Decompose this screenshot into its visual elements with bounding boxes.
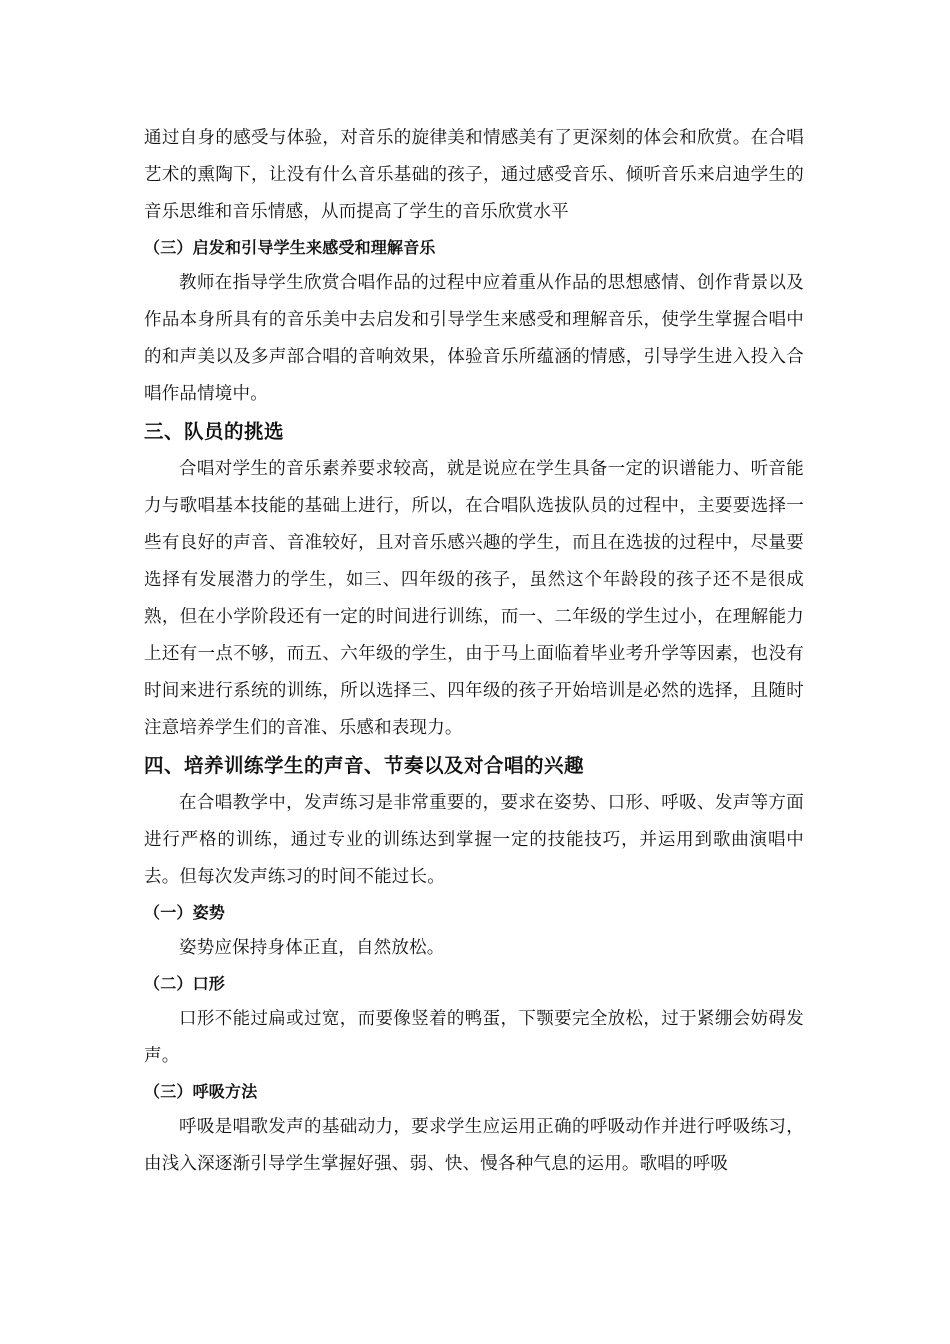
- paragraph-mouth-shape: 口形不能过扁或过宽，而要像竖着的鸭蛋，下颚要完全放松，过于紧绷会妨碍发声。: [144, 1009, 804, 1066]
- paragraph-posture: 姿势应保持身体正直，自然放松。: [179, 938, 445, 958]
- subheading-mouth-shape: （二）口形: [144, 974, 226, 993]
- paragraph-inspire-guide: 教师在指导学生欣赏合唱作品的过程中应着重从作品的思想感情、创作背景以及作品本身所具有的音乐美中去启发和引导学生来感受和理解音乐，使学生掌握合唱中的和声美以及多声部合唱的音响效果，体验音乐所蕴涵的情感，引导学生进入投入合唱作品情境中。: [144, 273, 804, 404]
- subheading-breathing: （三）呼吸方法: [144, 1082, 258, 1101]
- subheading-inspire-guide: （三）启发和引导学生来感受和理解音乐: [144, 238, 436, 257]
- document-body: [144, 120, 804, 1183]
- section-heading-member-selection: 三、队员的挑选: [144, 420, 285, 443]
- section-heading-training: 四、培养训练学生的声音、节奏以及对合唱的兴趣: [144, 754, 585, 777]
- paragraph-intro: 通过自身的感受与体验，对音乐的旋律美和情感美有了更深刻的体会和欣赏。在合唱艺术的熏陶下，让没有什么音乐基础的孩子，通过感受音乐、倾听音乐来启迪学生的音乐思维和音乐情感，从而提高了学生的音乐欣赏水平: [144, 128, 804, 222]
- paragraph-member-selection: 合唱对学生的音乐素养要求较高，就是说应在学生具备一定的识谱能力、听音能力与歌唱基本技能的基础上进行，所以，在合唱队选拔队员的过程中，主要要选择一些有良好的声音、音准较好，且对音乐感兴趣的学生，而且在选拔的过程中，尽量要选择有发展潜力的学生，如三、四年级的孩子，虽然这个年龄段的孩子还不是很成熟，但在小学阶段还有一定的时间进行训练，而一、二年级的学生过小，在理解能力上还有一点不够，而五、六年级的学生，由于马上面临着毕业考升学等因素，也没有时间来进行系统的训练，所以选择三、四年级的孩子开始培训是必然的选择，且随时注意培养学生们的音准、乐感和表现力。: [144, 459, 804, 738]
- paragraph-training: 在合唱教学中，发声练习是非常重要的，要求在姿势、口形、呼吸、发声等方面进行严格的训练，通过专业的训练达到掌握一定的技能技巧，并运用到歌曲演唱中去。但每次发声练习的时间不能过长。: [144, 793, 804, 887]
- paragraph-breathing: 呼吸是唱歌发声的基础动力，要求学生应运用正确的呼吸动作并进行呼吸练习，由浅入深逐渐引导学生掌握好强、弱、快、慢各种气息的运用。歌唱的呼吸: [144, 1117, 804, 1174]
- subheading-posture: （一）姿势: [144, 903, 226, 922]
